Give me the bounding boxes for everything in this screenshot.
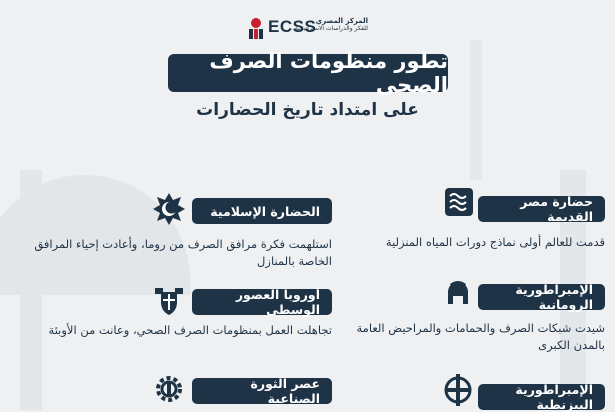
background-spire	[470, 40, 482, 180]
roman-helmet-icon	[442, 278, 474, 310]
card-text-islamic-civilization	[18, 236, 332, 270]
card-text-ancient-egypt: قدمت للعالم أولى نماذج دورات المياه المنزلية	[385, 235, 605, 249]
logo-brand-text: ECSS	[268, 17, 317, 36]
card-text-islamic-line1: استلهمت فكرة مرافق الصرف من روما، وأعادت إحياء المرافق	[34, 237, 332, 251]
card-text-medieval-europe: تجاهلت العمل بمنظومات الصرف الصحي، وعانت من الأوبئة	[48, 323, 332, 337]
card-title-ancient-egypt: حضارة مصر القديمة	[478, 196, 605, 222]
byzantine-cross-icon	[442, 372, 474, 408]
ecss-emblem-icon	[246, 16, 266, 40]
card-text-islamic-line2: الخاصة بالمنازل	[257, 254, 332, 268]
logo-arabic-text	[294, 17, 368, 32]
page-title: تطور منظومات الصرف الصحي	[168, 54, 448, 92]
crescent-star-icon	[152, 192, 186, 226]
ecss-logo	[246, 14, 370, 44]
background-column-left	[20, 170, 42, 410]
card-title-industrial-revolution: عصر الثورة الصناعية	[192, 378, 332, 404]
card-text-roman-line2: بالمدن الكبرى	[538, 338, 605, 352]
logo-arabic-line2: للفكر والدراسات الاستراتيجية	[294, 25, 368, 32]
medieval-shield-icon	[153, 286, 185, 316]
egypt-wave-icon	[444, 187, 474, 217]
card-title-byzantine-empire: الإمبراطورية البيزنطية	[478, 384, 605, 410]
card-title-medieval-europe: أوروبا العصور الوسطى	[192, 289, 332, 315]
logo-arabic-line1: المركز المصري	[315, 17, 368, 25]
card-text-roman-empire	[300, 320, 605, 354]
card-title-islamic-civilization: الحضارة الإسلامية	[192, 198, 332, 224]
industrial-gear-icon	[152, 372, 186, 406]
card-title-roman-empire: الإمبراطورية الرومانية	[478, 284, 605, 310]
page-subtitle: على امتداد تاريخ الحضارات	[196, 100, 419, 120]
card-text-roman-line1: شيدت شبكات الصرف والحمامات والمراحيض العامة	[356, 321, 605, 335]
